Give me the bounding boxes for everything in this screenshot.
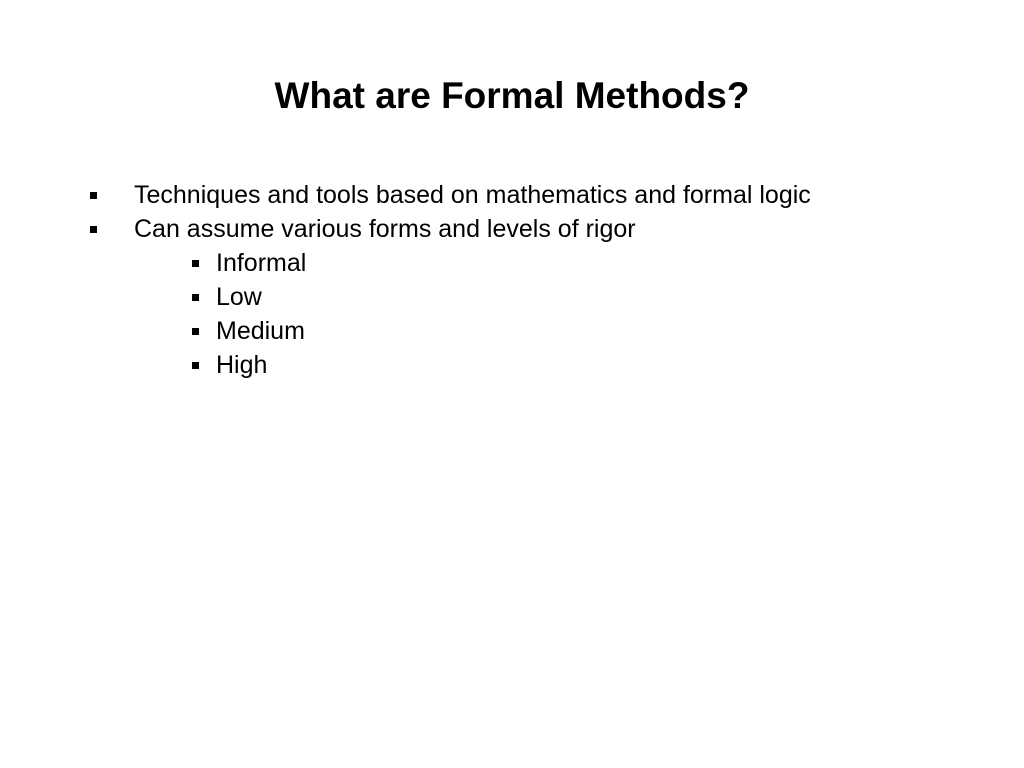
sub-bullet-text: Informal xyxy=(216,249,307,277)
bullet-list xyxy=(0,178,1024,382)
sub-bullet-text: Low xyxy=(216,283,262,311)
sub-bullet-item xyxy=(0,246,1024,280)
bullet-item xyxy=(0,178,1024,212)
bullet-text: Can assume various forms and levels of rigor xyxy=(134,215,636,243)
square-bullet-icon xyxy=(192,328,199,335)
square-bullet-icon xyxy=(192,260,199,267)
bullet-item xyxy=(0,212,1024,246)
sub-bullet-text: High xyxy=(216,351,268,379)
square-bullet-icon xyxy=(90,192,97,199)
sub-bullet-item xyxy=(0,348,1024,382)
sub-bullet-text: Medium xyxy=(216,317,305,345)
bullet-text: Techniques and tools based on mathematics and formal logic xyxy=(134,181,811,209)
slide-title: What are Formal Methods? xyxy=(274,75,750,116)
sub-bullet-item xyxy=(0,314,1024,348)
square-bullet-icon xyxy=(192,294,199,301)
square-bullet-icon xyxy=(192,362,199,369)
sub-bullet-item xyxy=(0,280,1024,314)
square-bullet-icon xyxy=(90,226,97,233)
